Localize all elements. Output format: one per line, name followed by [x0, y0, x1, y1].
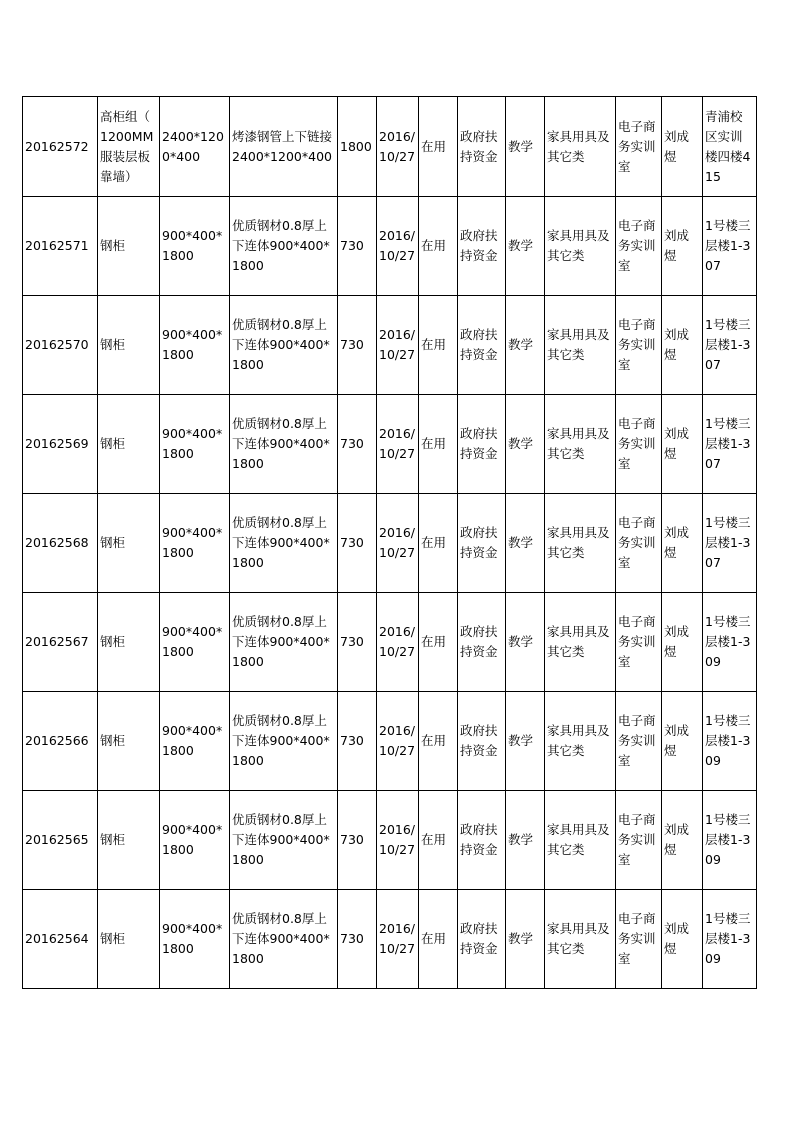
spec-cell: 900*400*1800: [160, 791, 230, 890]
usage-cell: 教学: [506, 395, 545, 494]
keeper-cell: 刘成煜: [662, 593, 703, 692]
category-cell: 家具用具及其它类: [545, 296, 616, 395]
price-cell: 730: [338, 692, 377, 791]
spec-cell: 900*400*1800: [160, 494, 230, 593]
fund-source-cell: 政府扶持资金: [458, 395, 506, 494]
description-cell: 优质钢材0.8厚上下连体900*400*1800: [230, 494, 338, 593]
table-row: [23, 890, 757, 989]
usage-cell: 教学: [506, 97, 545, 197]
asset-name-cell: 钢柜: [98, 593, 160, 692]
status-cell: 在用: [419, 197, 458, 296]
description-cell: 优质钢材0.8厚上下连体900*400*1800: [230, 197, 338, 296]
department-cell: 电子商务实训室: [616, 97, 662, 197]
price-cell: 730: [338, 296, 377, 395]
table-row: [23, 494, 757, 593]
table-row: [23, 692, 757, 791]
keeper-cell: 刘成煜: [662, 296, 703, 395]
department-cell: 电子商务实训室: [616, 197, 662, 296]
asset-id-cell: 20162568: [23, 494, 98, 593]
description-cell: 优质钢材0.8厚上下连体900*400*1800: [230, 593, 338, 692]
fund-source-cell: 政府扶持资金: [458, 791, 506, 890]
location-cell: 1号楼三层楼1-309: [703, 890, 757, 989]
asset-name-cell: 钢柜: [98, 890, 160, 989]
acquired-date-cell: 2016/10/27: [377, 890, 419, 989]
keeper-cell: 刘成煜: [662, 97, 703, 197]
asset-id-cell: 20162570: [23, 296, 98, 395]
category-cell: 家具用具及其它类: [545, 692, 616, 791]
asset-name-cell: 高柜组（ 1200MM服装层板靠墙）: [98, 97, 160, 197]
category-cell: 家具用具及其它类: [545, 97, 616, 197]
category-cell: 家具用具及其它类: [545, 494, 616, 593]
spec-cell: 900*400*1800: [160, 692, 230, 791]
keeper-cell: 刘成煜: [662, 791, 703, 890]
category-cell: 家具用具及其它类: [545, 197, 616, 296]
location-cell: 1号楼三层楼1-309: [703, 593, 757, 692]
usage-cell: 教学: [506, 197, 545, 296]
spec-cell: 2400*1200*400: [160, 97, 230, 197]
category-cell: 家具用具及其它类: [545, 395, 616, 494]
status-cell: 在用: [419, 395, 458, 494]
acquired-date-cell: 2016/10/27: [377, 395, 419, 494]
description-cell: 优质钢材0.8厚上下连体900*400*1800: [230, 791, 338, 890]
fund-source-cell: 政府扶持资金: [458, 197, 506, 296]
fund-source-cell: 政府扶持资金: [458, 692, 506, 791]
fund-source-cell: 政府扶持资金: [458, 890, 506, 989]
price-cell: 730: [338, 197, 377, 296]
acquired-date-cell: 2016/10/27: [377, 791, 419, 890]
fund-source-cell: 政府扶持资金: [458, 296, 506, 395]
location-cell: 1号楼三层楼1-307: [703, 494, 757, 593]
acquired-date-cell: 2016/10/27: [377, 494, 419, 593]
asset-id-cell: 20162567: [23, 593, 98, 692]
status-cell: 在用: [419, 593, 458, 692]
asset-id-cell: 20162565: [23, 791, 98, 890]
asset-name-cell: 钢柜: [98, 296, 160, 395]
description-cell: 优质钢材0.8厚上下连体900*400*1800: [230, 890, 338, 989]
fund-source-cell: 政府扶持资金: [458, 593, 506, 692]
keeper-cell: 刘成煜: [662, 395, 703, 494]
table-row: [23, 97, 757, 197]
spec-cell: 900*400*1800: [160, 890, 230, 989]
asset-name-cell: 钢柜: [98, 692, 160, 791]
category-cell: 家具用具及其它类: [545, 791, 616, 890]
table-row: [23, 593, 757, 692]
status-cell: 在用: [419, 97, 458, 197]
usage-cell: 教学: [506, 692, 545, 791]
keeper-cell: 刘成煜: [662, 890, 703, 989]
department-cell: 电子商务实训室: [616, 692, 662, 791]
department-cell: 电子商务实训室: [616, 494, 662, 593]
acquired-date-cell: 2016/10/27: [377, 296, 419, 395]
price-cell: 730: [338, 791, 377, 890]
usage-cell: 教学: [506, 791, 545, 890]
status-cell: 在用: [419, 296, 458, 395]
keeper-cell: 刘成煜: [662, 197, 703, 296]
location-cell: 1号楼三层楼1-309: [703, 791, 757, 890]
asset-name-cell: 钢柜: [98, 395, 160, 494]
asset-name-cell: 钢柜: [98, 791, 160, 890]
fund-source-cell: 政府扶持资金: [458, 494, 506, 593]
location-cell: 青浦校区实训楼四楼415: [703, 97, 757, 197]
table-row: [23, 296, 757, 395]
department-cell: 电子商务实训室: [616, 890, 662, 989]
fund-source-cell: 政府扶持资金: [458, 97, 506, 197]
asset-table-body: [23, 97, 757, 989]
acquired-date-cell: 2016/10/27: [377, 197, 419, 296]
location-cell: 1号楼三层楼1-307: [703, 296, 757, 395]
price-cell: 730: [338, 890, 377, 989]
department-cell: 电子商务实训室: [616, 791, 662, 890]
price-cell: 730: [338, 395, 377, 494]
status-cell: 在用: [419, 890, 458, 989]
table-row: [23, 197, 757, 296]
location-cell: 1号楼三层楼1-307: [703, 197, 757, 296]
description-cell: 优质钢材0.8厚上下连体900*400*1800: [230, 296, 338, 395]
asset-id-cell: 20162569: [23, 395, 98, 494]
usage-cell: 教学: [506, 890, 545, 989]
asset-id-cell: 20162571: [23, 197, 98, 296]
location-cell: 1号楼三层楼1-307: [703, 395, 757, 494]
keeper-cell: 刘成煜: [662, 494, 703, 593]
asset-id-cell: 20162564: [23, 890, 98, 989]
asset-name-cell: 钢柜: [98, 197, 160, 296]
keeper-cell: 刘成煜: [662, 692, 703, 791]
asset-id-cell: 20162572: [23, 97, 98, 197]
department-cell: 电子商务实训室: [616, 593, 662, 692]
table-row: [23, 791, 757, 890]
spec-cell: 900*400*1800: [160, 296, 230, 395]
spec-cell: 900*400*1800: [160, 593, 230, 692]
price-cell: 730: [338, 593, 377, 692]
description-cell: 烤漆钢管上下链接2400*1200*400: [230, 97, 338, 197]
asset-table: [22, 96, 757, 989]
department-cell: 电子商务实训室: [616, 296, 662, 395]
acquired-date-cell: 2016/10/27: [377, 692, 419, 791]
price-cell: 730: [338, 494, 377, 593]
asset-id-cell: 20162566: [23, 692, 98, 791]
status-cell: 在用: [419, 692, 458, 791]
price-cell: 1800: [338, 97, 377, 197]
table-row: [23, 395, 757, 494]
usage-cell: 教学: [506, 494, 545, 593]
category-cell: 家具用具及其它类: [545, 890, 616, 989]
category-cell: 家具用具及其它类: [545, 593, 616, 692]
location-cell: 1号楼三层楼1-309: [703, 692, 757, 791]
status-cell: 在用: [419, 791, 458, 890]
status-cell: 在用: [419, 494, 458, 593]
asset-name-cell: 钢柜: [98, 494, 160, 593]
department-cell: 电子商务实训室: [616, 395, 662, 494]
acquired-date-cell: 2016/10/27: [377, 593, 419, 692]
spec-cell: 900*400*1800: [160, 197, 230, 296]
description-cell: 优质钢材0.8厚上下连体900*400*1800: [230, 395, 338, 494]
acquired-date-cell: 2016/10/27: [377, 97, 419, 197]
spec-cell: 900*400*1800: [160, 395, 230, 494]
usage-cell: 教学: [506, 593, 545, 692]
description-cell: 优质钢材0.8厚上下连体900*400*1800: [230, 692, 338, 791]
usage-cell: 教学: [506, 296, 545, 395]
